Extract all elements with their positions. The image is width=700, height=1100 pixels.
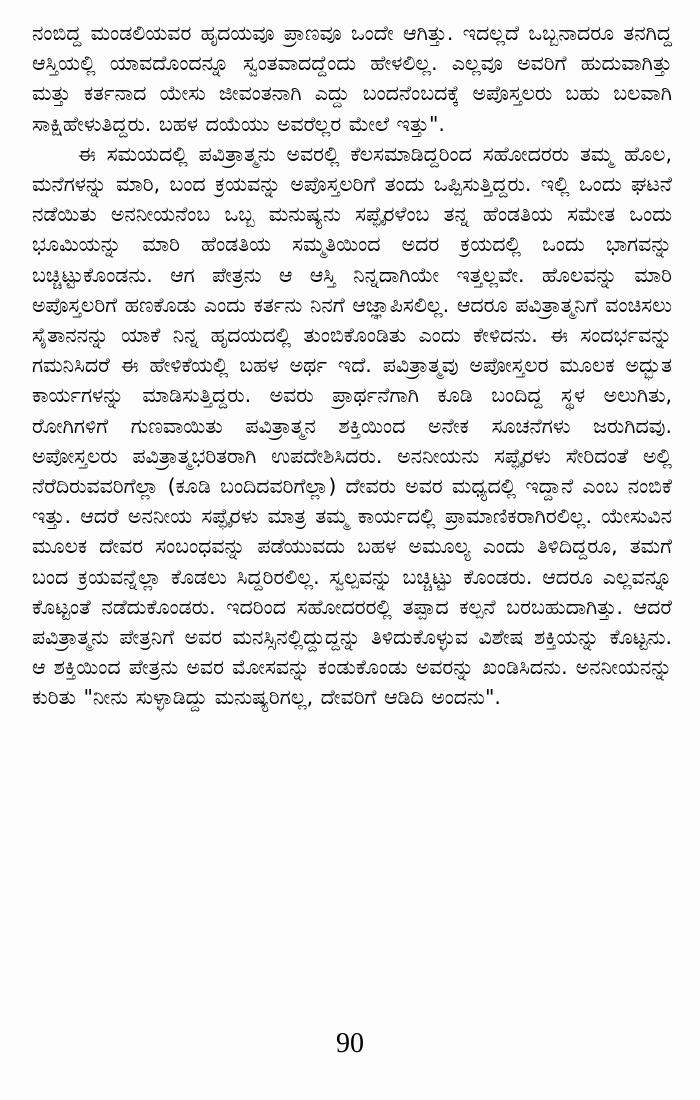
paragraph-continued: ನಂಬಿದ್ದ ಮಂಡಲಿಯವರ ಹೃದಯವೂ ಪ್ರಾಣವೂ ಒಂದೇ ಆಗಿತ್ತು. ಇದಲ್ಲದೆ ಒಬ್ಬನಾದರೂ ತನಗಿದ್ದ ಆಸ್ತಿಯಲ್ಲಿ ಯಾವದೊಂದನ್ನೂ ಸ್ವಂತವಾದದ್ದೆಂದು ಹೇಳಲಿಲ್ಲ. ಎಲ್ಲವೂ ಅವರಿಗೆ ಹುದುವಾಗಿತ್ತು ಮತ್ತು ಕರ್ತನಾದ ಯೇಸು ಜೀವಂತನಾಗಿ ಎದ್ದು ಬಂದನೆಂಬದಕ್ಕೆ ಅಪೊಸ್ತಲರು ಬಹು ಬಲವಾಗಿ ಸಾಕ್ಷಿಹೇಳುತಿದ್ದರು. ಬಹಳ ದಯೆಯು ಅವರೆಲ್ಲರ ಮೇಲೆ ಇತ್ತು". bbox=[32, 21, 672, 136]
paragraph-main: ಈ ಸಮಯದಲ್ಲಿ ಪವಿತ್ರಾತ್ಮನು ಅವರಲ್ಲಿ ಕೆಲಸಮಾಡಿದ್ದರಿಂದ ಸಹೋದರರು ತಮ್ಮ ಹೊಲ, ಮನೆಗಳನ್ನು ಮಾರಿ, ಬಂದ ಕ್ರಯವನ್ನು ಅಪೊಸ್ತಲರಿಗೆ ತಂದು ಒಪ್ಪಿಸುತ್ತಿದ್ದರು. ಇಲ್ಲಿ ಒಂದು ಘಟನೆ ನಡೆಯಿತು ಅನನೀಯನೆಂಬ ಒಬ್ಬ ಮನುಷ್ಯನು ಸಪ್ಫೈರಳೆಂಬ ತನ್ನ ಹೆಂಡತಿಯ ಸಮೇತ ಒಂದು ಭೂಮಿಯನ್ನು ಮಾರಿ ಹೆಂಡತಿಯ ಸಮ್ಮತಿಯಿಂದ ಅದರ ಕ್ರಯದಲ್ಲಿ ಒಂದು ಭಾಗವನ್ನು ಬಚ್ಚಿಟ್ಟುಕೊಂಡನು. ಆಗ ಪೇತ್ರನು ಆ ಆಸ್ತಿ ನಿನ್ನದಾಗಿಯೇ ಇತ್ತಲ್ಲವೇ. ಹೊಲವನ್ನು ಮಾರಿ ಅಪೊಸ್ತಲರಿಗೆ ಹಣಕೊಡು ಎಂದು ಕರ್ತನು ನಿನಗೆ ಆಜ್ಞಾಪಿಸಲಿಲ್ಲ. ಆದರೂ ಪವಿತ್ರಾತ್ಮನಿಗೆ ವಂಚಿಸಲು ಸೈತಾನನನ್ನು ಯಾಕೆ ನಿನ್ನ ಹೃದಯದಲ್ಲಿ ತುಂಬಿಕೊಂಡಿತು ಎಂದು ಕೇಳಿದನು. ಈ ಸಂದರ್ಭವನ್ನು ಗಮನಿಸಿದರೆ ಈ ಹೇಳಿಕೆಯಲ್ಲಿ ಬಹಳ ಅರ್ಥ ಇದೆ. ಪವಿತ್ರಾತ್ಮವು ಅಪೋಸ್ತಲರ ಮೂಲಕ ಅದ್ಭುತ ಕಾರ್ಯಗಳನ್ನು ಮಾಡಿಸುತ್ತಿದ್ದರು. ಅವರು ಪ್ರಾರ್ಥನೆಗಾಗಿ ಕೂಡಿ ಬಂದಿದ್ದ ಸ್ಥಳ ಅಲುಗಿತು, ರೋಗಿಗಳಿಗೆ ಗುಣವಾಯಿತು ಪವಿತ್ರಾತ್ಮನ ಶಕ್ತಿಯಿಂದ ಅನೇಕ ಸೂಚನೆಗಳು ಜರುಗಿದವು. ಅಪೋಸ್ತಲರು ಪವಿತ್ರಾತ್ಮಭರಿತರಾಗಿ ಉಪದೇಶಿಸಿದರು. ಅನನೀಯನು ಸಪ್ಫೈರಳು ಸೇರಿದಂತೆ ಅಲ್ಲಿ ನೆರೆದಿರುವವರಿಗೆಲ್ಲಾ (ಕೂಡಿ ಬಂದಿದವರಿಗೆಲ್ಲಾ) ದೇವರು ಅವರ ಮಧ್ಯದಲ್ಲಿ ಇದ್ದಾನೆ ಎಂಬ ನಂಬಿಕೆ ಇತ್ತು. ಆದರೆ ಅನನೀಯ ಸಪ್ಫೈರಳು ಮಾತ್ರ ತಮ್ಮ ಕಾರ್ಯದಲ್ಲಿ ಪ್ರಾಮಾಣಿಕರಾಗಿರಲಿಲ್ಲ. ಯೇಸುವಿನ ಮೂಲಕ ದೇವರ ಸಂಬಂಧವನ್ನು ಪಡೆಯುವದು ಬಹಳ ಅಮೂಲ್ಯ ಎಂದು ತಿಳಿದಿದ್ದರೂ, ತಮಗೆ ಬಂದ ಕ್ರಯವನ್ನೆಲ್ಲಾ ಕೊಡಲು ಸಿದ್ದರಿರಲಿಲ್ಲ. ಸ್ವಲ್ಪವನ್ನು ಬಚ್ಚಿಟ್ಟು ಕೊಂಡರು. ಆದರೂ ಎಲ್ಲವನ್ನೂ ಕೊಟ್ಟಂತೆ ನಡೆದುಕೊಂಡರು. ಇದರಿಂದ ಸಹೋದರರಲ್ಲಿ ತಪ್ಪಾದ ಕಲ್ಪನೆ ಬರಬಹುದಾಗಿತ್ತು. ಆದರೆ ಪವಿತ್ರಾತ್ಮನು ಪೇತ್ರನಿಗೆ ಅವರ ಮನಸ್ಸಿನಲ್ಲಿದ್ದುದ್ದನ್ನು ತಿಳಿದುಕೊಳ್ಳುವ ವಿಶೇಷ ಶಕ್ತಿಯನ್ನು ಕೊಟ್ಟನು. ಆ ಶಕ್ತಿಯಿಂದ ಪೇತ್ರನು ಅವರ ಮೋಸವನ್ನು ಕಂಡುಕೊಂಡು ಅವರನ್ನು ಖಂಡಿಸಿದನು. ಅನನೀಯನನ್ನು ಕುರಿತು "ನೀನು ಸುಳ್ಳಾಡಿದ್ದು ಮನುಷ್ಯರಿಗಲ್ಲ, ದೇವರಿಗೆ ಆಡಿದಿ ಅಂದನು". bbox=[32, 141, 672, 710]
body-text bbox=[32, 18, 672, 713]
page-number: 90 bbox=[336, 1028, 364, 1059]
